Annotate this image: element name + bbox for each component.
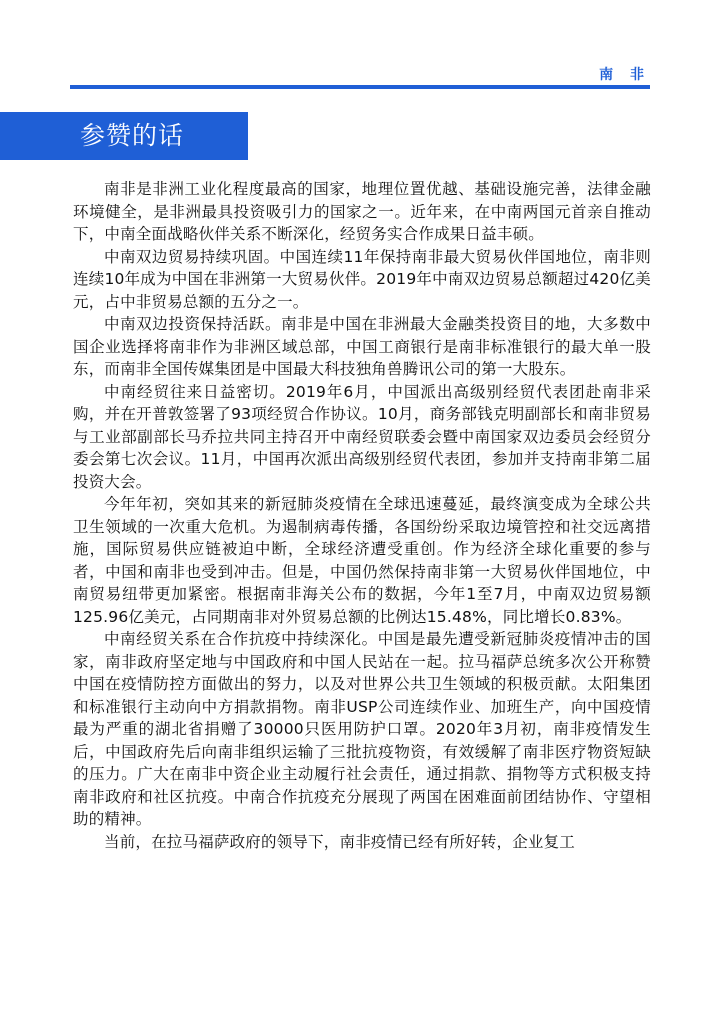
paragraph: 南非是非洲工业化程度最高的国家，地理位置优越、基础设施完善，法律金融环境健全，是非洲最具投资吸引力的国家之一。近年来，在中南两国元首亲自推动下，中南全面战略伙伴关系不断深化，经贸务实合作成果日益丰硕。 [73, 180, 651, 243]
header-rule [70, 85, 650, 89]
paragraph: 中南双边贸易持续巩固。中国连续11年保持南非最大贸易伙伴国地位，南非则连续10年成为中国在非洲第一大贸易伙伴。2019年中南双边贸易总额超过420亿美元，占中非贸易总额的五分之一。 [73, 247, 651, 311]
paragraph: 中南双边投资保持活跃。南非是中国在非洲最大金融类投资目的地，大多数中国企业选择将南非作为非洲区域总部，中国工商银行是南非标准银行的最大单一股东，而南非全国传媒集团是中国最大科技独角兽腾讯公司的第一大股东。 [73, 315, 651, 378]
section-title-banner [0, 112, 248, 160]
body-text [73, 178, 651, 853]
running-head: 南 非 [599, 67, 650, 83]
paragraph: 中南经贸往来日益密切。2019年6月，中国派出高级别经贸代表团赴南非采购，并在开普敦签署了93项经贸合作协议。10月，商务部钱克明副部长和南非贸易与工业部副部长马乔拉共同主持召开中南经贸联委会暨中南国家双边委员会经贸分委会第七次会议。11月，中国再次派出高级别经贸代表团，参加并支持南非第二届投资大会。 [73, 382, 651, 491]
paragraph: 当前，在拉马福萨政府的领导下，南非疫情已经有所好转，企业复工 [104, 832, 576, 851]
section-title: 参赞的话 [80, 121, 185, 150]
paragraph: 今年年初，突如其来的新冠肺炎疫情在全球迅速蔓延，最终演变成为全球公共卫生领域的一次重大危机。为遏制病毒传播，各国纷纷采取边境管控和社交远离措施，国际贸易供应链被迫中断，全球经济遭受重创。作为经济全球化重要的参与者，中国和南非也受到冲击。但是，中国仍然保持南非第一大贸易伙伴国地位，中南贸易纽带更加紧密。根据南非海关公布的数据，今年1至7月，中南双边贸易额125.96亿美元，占同期南非对外贸易总额的比例达15.48%，同比增长0.83%。 [73, 495, 651, 626]
paragraph: 中南经贸关系在合作抗疫中持续深化。中国是最先遭受新冠肺炎疫情冲击的国家，南非政府坚定地与中国政府和中国人民站在一起。拉马福萨总统多次公开称赞中国在疫情防控方面做出的努力，以及对世界公共卫生领域的积极贡献。太阳集团和标准银行主动向中方捐款捐物。南非USP公司连续作业、加班生产，向中国疫情最为严重的湖北省捐赠了30000只医用防护口罩。2020年3月初，南非疫情发生后，中国政府先后向南非组织运输了三批抗疫物资，有效缓解了南非医疗物资短缺的压力。广大在南非中资企业主动履行社会责任，通过捐款、捐物等方式积极支持南非政府和社区抗疫。中南合作抗疫充分展现了两国在困难面前团结协作、守望相助的精神。 [73, 630, 651, 828]
